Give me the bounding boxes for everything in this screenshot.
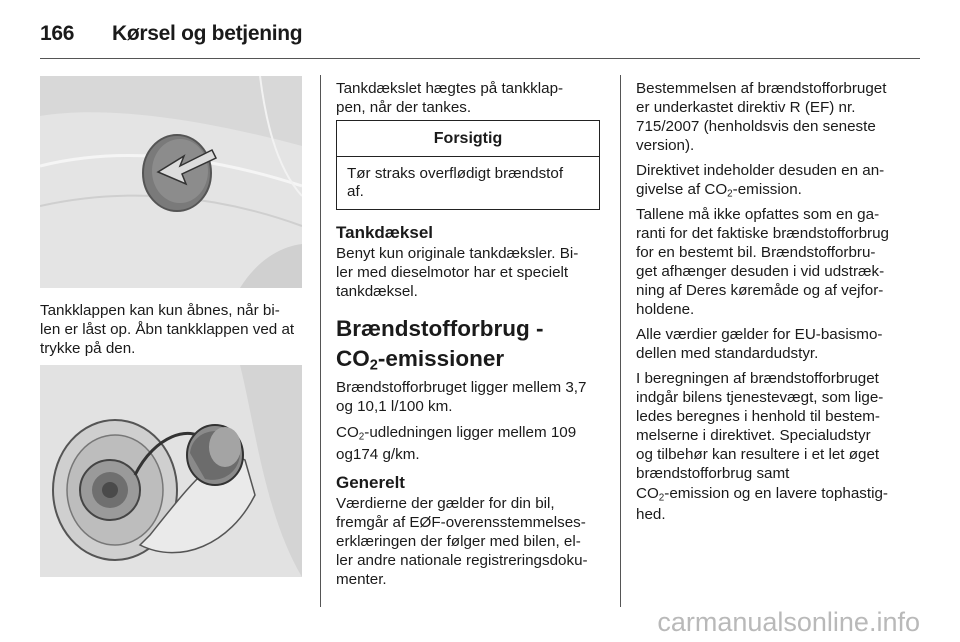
generelt-heading: Generelt bbox=[336, 473, 405, 492]
fuel-flap-caption: Tankklappen kan kun åbnes, når bi- len er låst op. Åbn tankklappen ved at trykke på den. bbox=[40, 302, 295, 357]
header-divider bbox=[40, 58, 920, 59]
column-divider-2 bbox=[620, 75, 621, 607]
fuel-consumption-text: Brændstofforbruget ligger mellem 3,7 og 10,1 l/100 km. $CO_2$-udledningen ligger mellem 109 og174 g/km. bbox=[336, 379, 587, 463]
page-header bbox=[40, 14, 920, 50]
generelt-text: Værdierne der gælder for din bil, fremgår af EØF-overensstemmelses- erklæringen der følger med bilen, el- ler andre nationale registreringsdoku- menter. bbox=[336, 495, 588, 588]
watermark: carmanualsonline.info bbox=[657, 607, 920, 637]
cap-hook-text: Tankdækslet hægtes på tankklap- pen, når der tankes. bbox=[336, 80, 564, 116]
fuel-flap-illustration bbox=[40, 76, 302, 288]
page-title: Kørsel og betjening bbox=[112, 22, 303, 45]
caution-box bbox=[336, 120, 600, 210]
caution-text: Tør straks overflødigt brændstof af. bbox=[347, 165, 564, 200]
fuel-consumption-heading: Brændstofforbrug - $CO_2$-emissioner bbox=[336, 316, 544, 374]
caution-title: Forsigtig bbox=[337, 121, 599, 157]
column-divider-1 bbox=[320, 75, 321, 607]
regulation-text: Bestemmelsen af brændstofforbruget er underkastet direktiv R (EF) nr. 715/2007 (henholdsvis den seneste version). Direktivet indeholder desuden en an- givelse af $CO_2$-emission. Tallene må ikke opfattes som en ga- ranti for det faktiske brændstofforbrug for en bestemt bil. Brændstofforbru- get afhænger desuden i vid udstræk- ning af Deres køremåde og af vejfor- holdene. Alle værdier gælder for EU-basismo- dellen med standardudstyr. I beregningen af brændstofforbruget indgår bilens tjenestevægt, som lige- ledes beregnes i henhold til bestem- melserne i direktivet. Specialudstyr og tilbehør kan resultere i et let øget brændstofforbrug samt $CO_2$-emission og en lavere tophastig- hed. bbox=[636, 80, 889, 523]
fuel-cap-illustration bbox=[40, 365, 302, 577]
page-number: 166 bbox=[40, 22, 75, 45]
tankdaeksel-heading: Tankdæksel bbox=[336, 223, 434, 242]
tankdaeksel-text: Benyt kun originale tankdæksler. Bi- ler med dieselmotor har et specielt tankdæksel. bbox=[336, 245, 579, 300]
